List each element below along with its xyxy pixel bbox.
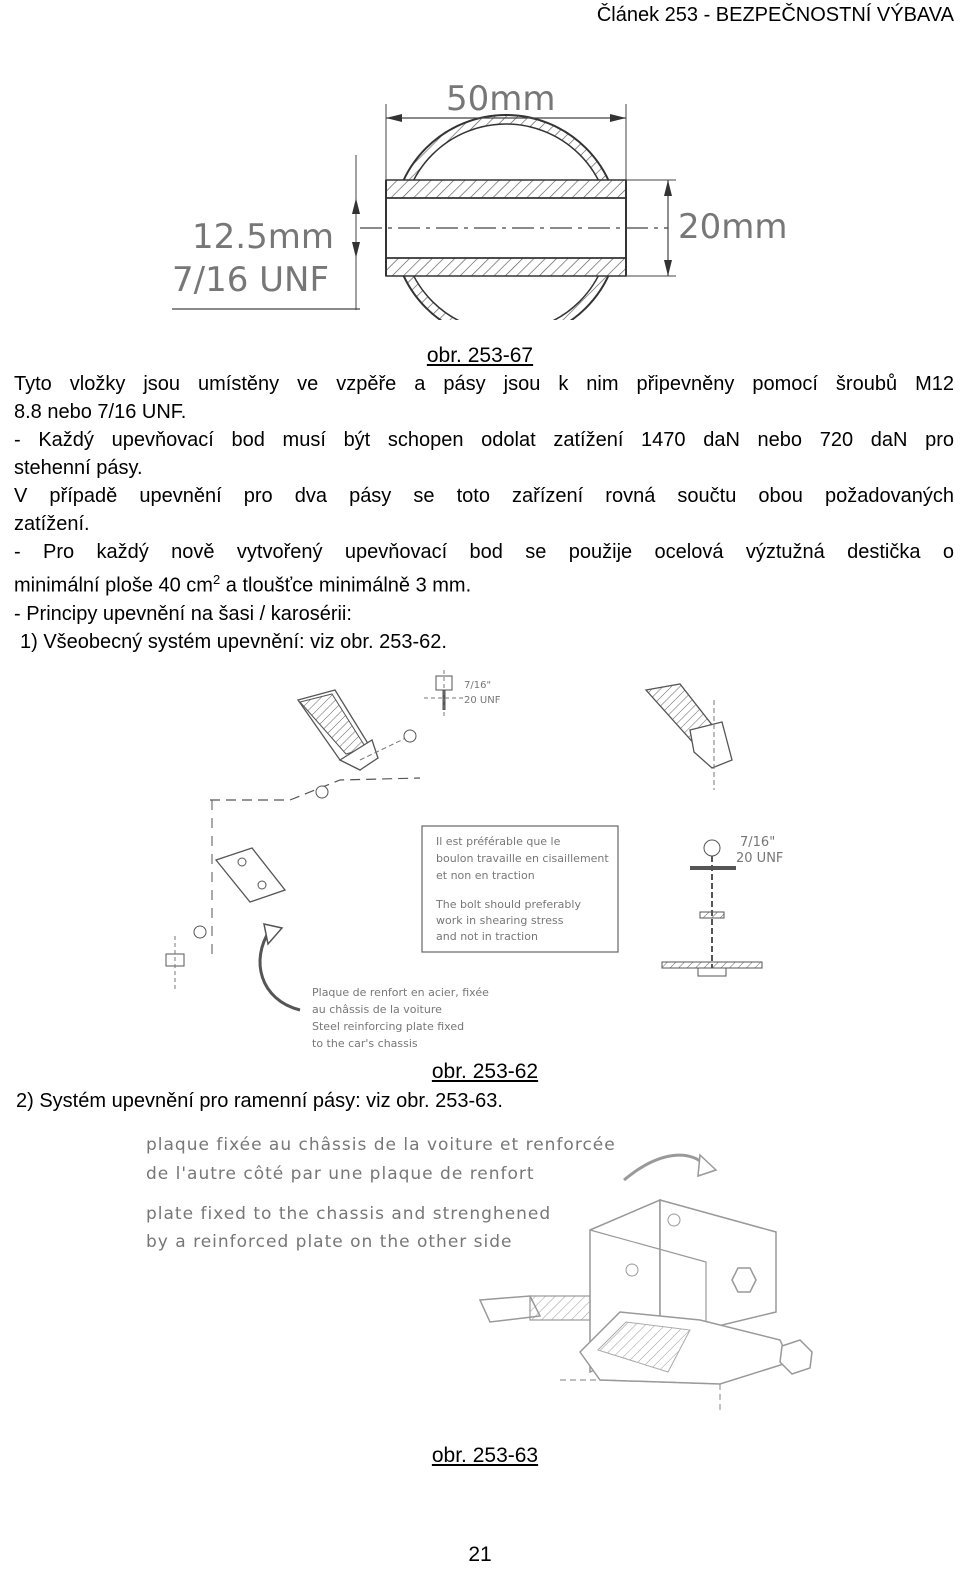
figure-253-63-drawing [140, 1128, 820, 1428]
note-en-line-1: The bolt should preferably [436, 898, 581, 911]
paragraph-7: 2) Systém upevnění pro ramenní pásy: viz obr. 253-63. [16, 1090, 503, 1112]
note-en-line-2: work in shearing stress [436, 914, 564, 927]
figure-253-67-caption: obr. 253-67 [426, 344, 534, 367]
body-text-block-1 [14, 370, 954, 656]
page-header: Článek 253 - BEZPEČNOSTNÍ VÝBAVA [596, 4, 954, 26]
fig63-fr-line-2: de l'autre côté par une plaque de renfort [146, 1164, 535, 1184]
fig63-fr-line-1: plaque fixée au châssis de la voiture et renforcée [146, 1135, 616, 1155]
fig63-en-line-2: by a reinforced plate on the other side [146, 1232, 513, 1252]
paragraph-1-line-1: Tyto vložky jsou umístěny ve vzpěře a pásy jsou k nim připevněny pomocí šroubů M12 [14, 373, 954, 395]
note-fr-line-3: et non en traction [436, 869, 535, 882]
paragraph-5: - Principy upevnění na šasi / karosérii: [14, 602, 352, 625]
dim-20mm-label: 20mm [678, 207, 788, 247]
body-text-block-2 [14, 1087, 954, 1115]
plate-en-line-2: to the car's chassis [312, 1037, 418, 1050]
fig63-en-line-1: plate fixed to the chassis and strenghened [146, 1204, 552, 1224]
dim-50mm-label: 50mm [446, 79, 556, 119]
plate-fr-line-1: Plaque de renfort en acier, fixée [312, 986, 489, 999]
figure-253-62-caption: obr. 253-62 [431, 1060, 539, 1083]
page-number: 21 [468, 1543, 492, 1566]
note-fr-line-2: boulon travaille en cisaillement [436, 852, 609, 865]
paragraph-4-line-2-a: minimální ploše 40 cm [14, 574, 213, 597]
paragraph-4-line-2-b: a tloušťce minimálně 3 mm. [220, 574, 472, 597]
thread-b-type: 20 UNF [736, 851, 784, 866]
paragraph-4-line-2 [14, 566, 954, 600]
figure-253-67-drawing [160, 70, 800, 320]
paragraph-4-line-1: - Pro každý nově vytvořený upevňovací bod se použije ocelová výztužná destička o [14, 541, 954, 563]
superscript-2: 2 [212, 572, 221, 587]
dim-thread-size-label: 12.5mm [192, 217, 334, 257]
figure-253-63-caption: obr. 253-63 [431, 1444, 539, 1467]
paragraph-1-line-2: 8.8 nebo 7/16 UNF. [14, 401, 187, 423]
thread-a-size: 7/16" [464, 680, 492, 691]
plate-en-line-1: Steel reinforcing plate fixed [312, 1020, 465, 1033]
thread-a-type: 20 UNF [464, 695, 501, 706]
thread-b-size: 7/16" [740, 835, 776, 850]
paragraph-2-line-2: stehenní pásy. [14, 457, 143, 479]
figure-253-62-drawing [150, 668, 800, 1060]
plate-fr-line-2: au châssis de la voiture [312, 1003, 442, 1016]
paragraph-2-line-1: - Každý upevňovací bod musí být schopen odolat zatížení 1470 daN nebo 720 daN pro [14, 429, 954, 451]
dim-thread-type-label: 7/16 UNF [172, 260, 330, 300]
paragraph-6: 1) Všeobecný systém upevnění: viz obr. 253-62. [20, 630, 447, 653]
paragraph-3-line-1: V případě upevnění pro dva pásy se toto zařízení rovná součtu obou požadovaných [14, 485, 954, 507]
paragraph-3-line-2: zatížení. [14, 513, 90, 535]
note-fr-line-1: Il est préférable que le [436, 835, 561, 848]
note-en-line-3: and not in traction [436, 930, 538, 943]
